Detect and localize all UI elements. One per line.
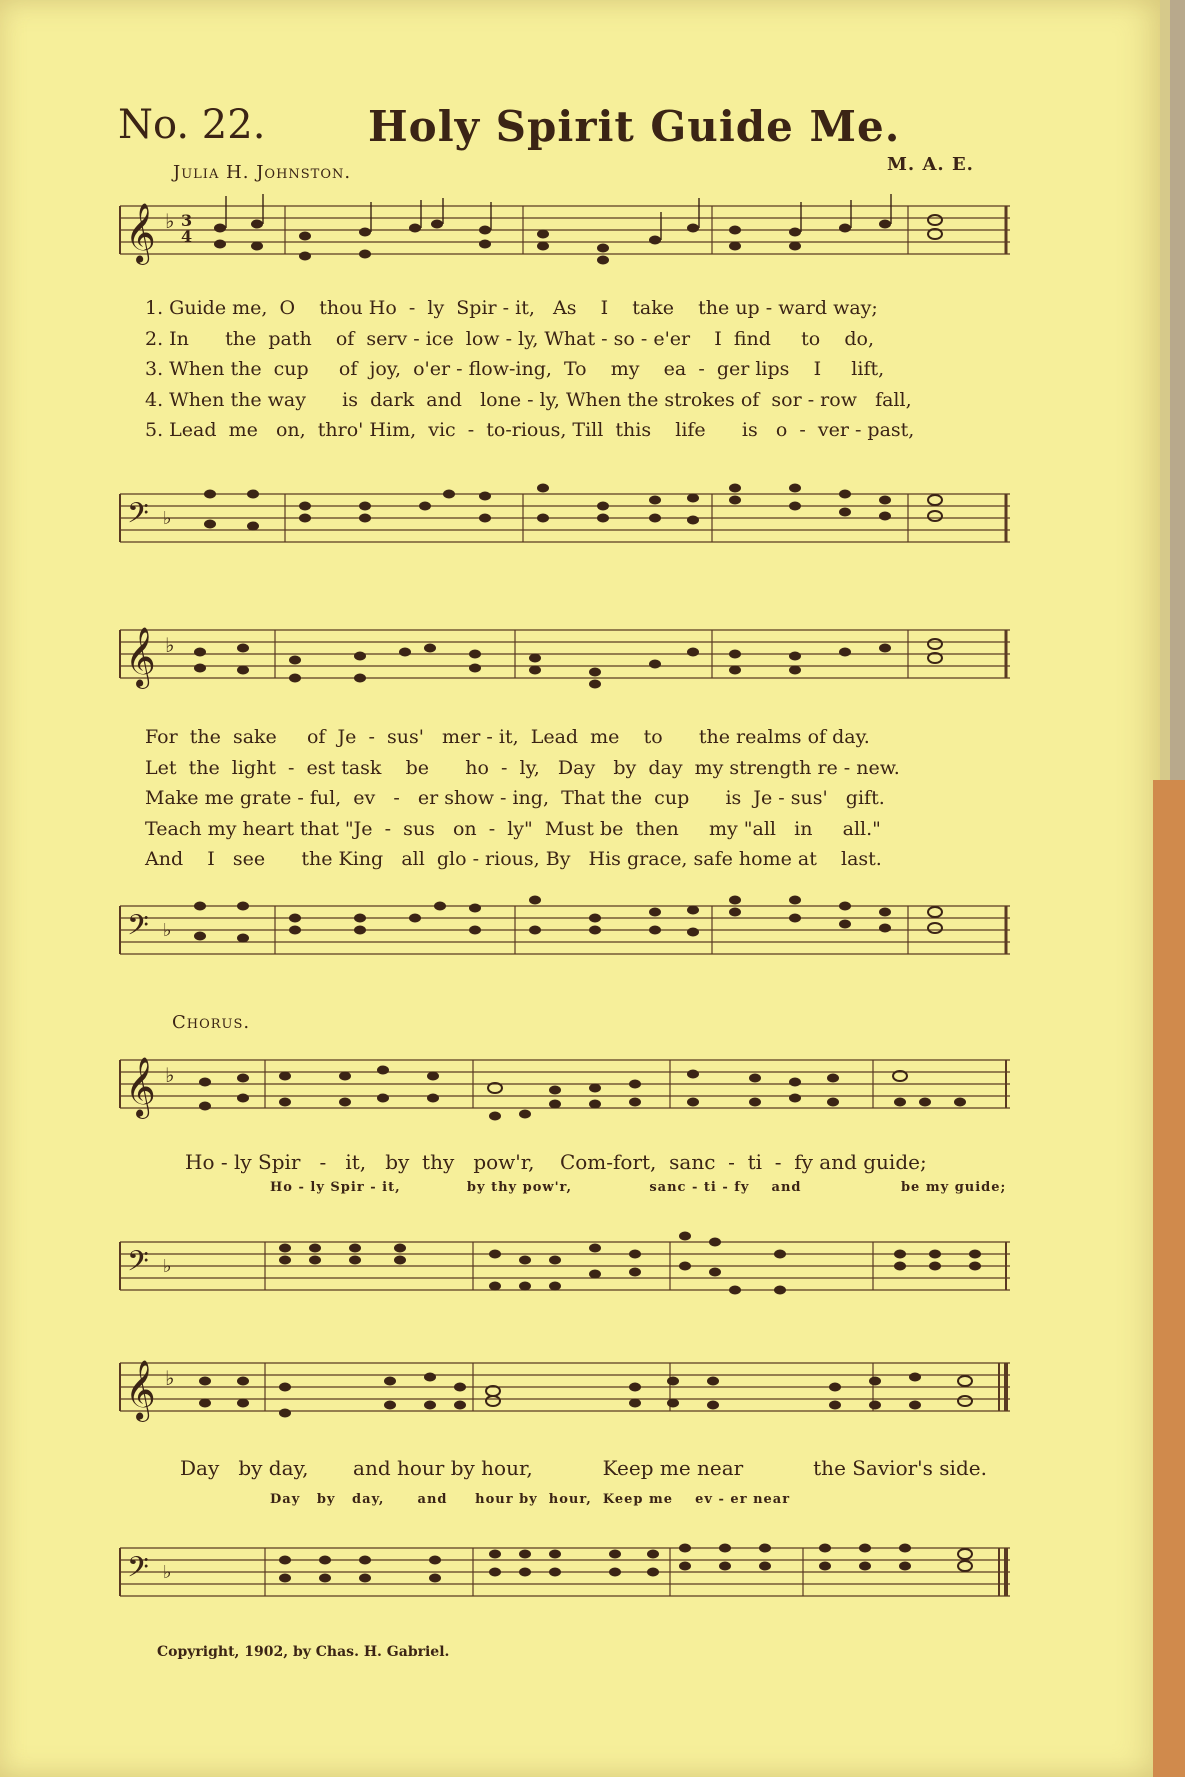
verse-line: Teach my heart that "Je - sus on - ly" Must be then my "all in all." <box>145 817 881 840</box>
verse-line: 4. When the way is dark and lone - ly, When the strokes of sor - row fall, <box>145 388 912 411</box>
chorus1-treble-staff <box>115 1032 1015 1142</box>
svg-text:♭: ♭ <box>163 508 172 529</box>
chorus2-treble-staff <box>115 1335 1015 1445</box>
chorus-echo-line-2: Day by day, and hour by hour, Keep me ev - er near <box>270 1492 791 1507</box>
chorus-echo-line-1: Ho - ly Spir - it, by thy pow'r, sanc - ti - fy and be my guide; <box>270 1180 1007 1195</box>
composer-credit: M. A. E. <box>887 154 974 175</box>
author-credit: Julia H. Johnston. <box>173 162 352 183</box>
verses-part2 <box>145 726 1005 879</box>
verse-line: 2. In the path of serv - ice low - ly, What - so - e'er I find to do, <box>145 327 875 350</box>
verse-line: For the sake of Je - sus' mer - it, Lead me to the realms of day. <box>145 726 870 748</box>
system1-bass-staff <box>115 476 1015 566</box>
svg-text:♭: ♭ <box>163 920 172 941</box>
verse-line: And I see the King all glo - rious, By His grace, safe home at last. <box>145 848 882 870</box>
verse-line: 1. Guide me, O thou Ho - ly Spir - it, As I take the up - ward way; <box>145 297 878 319</box>
system2-treble-staff <box>115 612 1015 702</box>
title-row <box>118 102 1018 162</box>
treble-clef-icon: 𝄞 <box>125 627 156 687</box>
hymn-title: Holy Spirit Guide Me. <box>368 102 901 151</box>
bass-clef-icon: 𝄢 <box>127 497 149 537</box>
svg-text:♭: ♭ <box>165 1366 175 1390</box>
svg-text:♭: ♭ <box>165 209 175 233</box>
treble-clef-icon: 𝄞 <box>125 1057 156 1117</box>
svg-text:♭: ♭ <box>163 1562 172 1583</box>
copyright-notice: Copyright, 1902, by Chas. H. Gabriel. <box>157 1644 450 1660</box>
bass-clef-icon: 𝄢 <box>127 909 149 949</box>
svg-text:♭: ♭ <box>165 1063 175 1087</box>
verse-line: Let the light - est task be ho - ly, Day by day my strength re - new. <box>145 756 900 779</box>
system2-bass-staff <box>115 888 1015 978</box>
verses-part1 <box>145 297 1005 450</box>
chorus1-bass-staff <box>115 1200 1015 1310</box>
svg-text:♭: ♭ <box>165 633 175 657</box>
hymn-number: No. 22. <box>118 102 266 148</box>
treble-clef-icon: 𝄞 <box>125 1360 156 1420</box>
book-spine-edge <box>1153 780 1185 1777</box>
verse-line: 5. Lead me on, thro' Him, vic - to-rious, Till this life is o - ver - past, <box>145 419 915 441</box>
chorus-label: Chorus. <box>172 1012 251 1033</box>
bass-clef-icon: 𝄢 <box>127 1551 149 1591</box>
treble-clef-icon: 𝄞 <box>125 203 156 263</box>
bass-clef-icon: 𝄢 <box>127 1245 149 1285</box>
svg-text:4: 4 <box>181 227 193 246</box>
chorus-lyric-line-1: Ho - ly Spir - it, by thy pow'r, Com-fort, sanc - ti - fy and guide; <box>185 1150 927 1174</box>
chorus-lyric-line-2: Day by day, and hour by hour, Keep me near the Savior's side. <box>180 1456 987 1480</box>
chorus2-bass-staff <box>115 1508 1015 1618</box>
svg-text:3: 3 <box>181 211 193 230</box>
verse-line: Make me grate - ful, ev - er show - ing, That the cup is Je - sus' gift. <box>145 787 885 809</box>
verse-line: 3. When the cup of joy, o'er - flow-ing, To my ea - ger lips I lift, <box>145 358 885 380</box>
svg-text:♭: ♭ <box>163 1256 172 1277</box>
system1-treble-staff <box>115 188 1015 278</box>
